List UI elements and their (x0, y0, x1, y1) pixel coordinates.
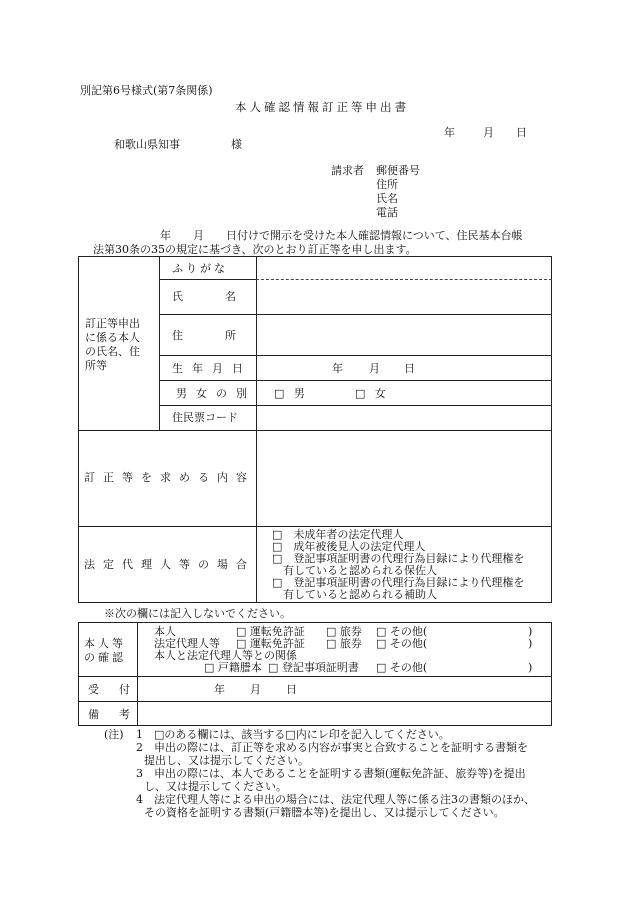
address-label: 住所 (172, 329, 278, 342)
note-item: 2 申出の際には、訂正等を求める内容が事実と合致することを証明する書類を (136, 741, 528, 754)
furigana-field[interactable] (258, 260, 550, 278)
requester-name-label: 氏名 (376, 192, 398, 205)
remarks-field[interactable] (139, 703, 550, 724)
name-label: 氏名 (172, 290, 278, 303)
option-minor-guardian[interactable]: □ 未成年者の法定代理人 (272, 528, 404, 541)
requester-address-label: 住所 (376, 178, 398, 191)
gender-male-checkbox[interactable]: □ 男 (274, 387, 308, 400)
form-reference: 別記第6号様式(第7条関係) (80, 84, 213, 97)
note-item: 1 □のある欄には、該当する□内にレ印を記入してください。 (136, 728, 450, 741)
option-adult-guardian[interactable]: □ 成年被後見人の法定代理人 (272, 540, 426, 553)
remarks-label: 備考 (88, 708, 150, 721)
note-item: その資格を証明する書類(戸籍謄本等)を提出し、又は提示してください。 (144, 806, 505, 819)
requester-label: 請求者 (331, 164, 364, 177)
resident-code-field[interactable] (258, 408, 550, 428)
intro-line-1: 年 月 日付けで開示を受けた本人確認情報について、住民基本台帳 (160, 229, 523, 242)
name-field[interactable] (258, 283, 550, 312)
identity-check-label: 本人等 (84, 637, 126, 650)
correction-content-field[interactable] (258, 433, 550, 524)
gender-female-checkbox[interactable]: □ 女 (355, 387, 389, 400)
reception-label: 受付 (88, 683, 150, 696)
office-use-notice: ※次の欄には記入しないでください。 (104, 607, 291, 620)
notes-label: (注) (104, 728, 124, 741)
legal-rep-label: 法定代理人等の場合 (84, 558, 255, 571)
furigana-label: ふりがな (172, 262, 228, 275)
resident-code-label: 住民票コード (172, 411, 238, 424)
intro-line-2: 法第30条の35の規定に基づき、次のとおり訂正等を申し出ます。 (93, 243, 417, 256)
addressee-honorific: 様 (231, 138, 242, 151)
relationship-label: 本人と法定代理人等との関係 (154, 649, 297, 662)
gender-label: 男女の別 (176, 387, 256, 400)
requester-phone-label: 電話 (376, 206, 398, 219)
correction-content-label: 訂正等を求める内容 (84, 471, 255, 484)
note-item: 4 法定代理人等による申出の場合には、法定代理人等に係る注3の書類のほか、 (136, 793, 535, 806)
note-item: し、又は提示してください。 (144, 780, 287, 793)
note-item: 提出し、又は提示してください。 (144, 754, 309, 767)
option-assistant[interactable]: □ 登記事項証明書の代理行為目録により代理権を (272, 576, 525, 589)
address-field[interactable] (258, 317, 550, 353)
postal-code-label: 郵便番号 (376, 164, 420, 177)
form-title: 本人確認情報訂正等申出書 (235, 100, 409, 114)
birth-date-label: 生年月日 (172, 362, 252, 375)
option-curator[interactable]: □ 登記事項証明書の代理行為目録により代理権を (272, 552, 525, 565)
note-item: 3 申出の際には、本人であることを証明する書類(運転免許証、旅券等)を提出 (136, 767, 526, 780)
addressee-name: 和歌山県知事 (114, 138, 180, 151)
